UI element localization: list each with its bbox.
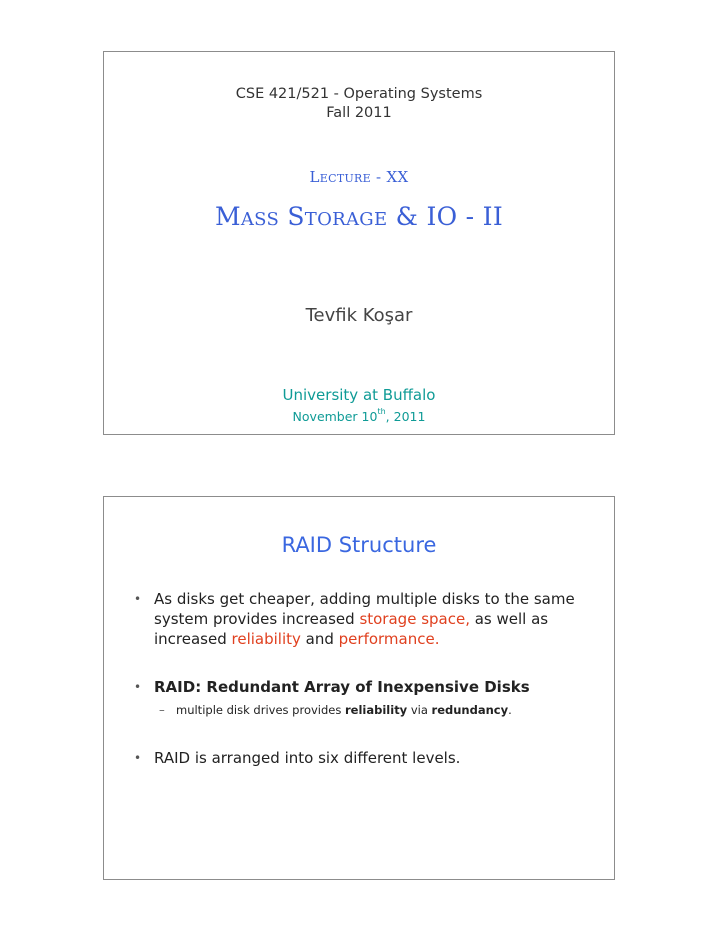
slide-title: RAID Structure (281, 533, 437, 557)
sub-bullet-text: via (407, 703, 432, 717)
bullet-icon: • (134, 751, 142, 765)
sub-bullet-bold: reliability (345, 703, 408, 717)
course-term: Fall 2011 (326, 105, 392, 121)
bullet-item (121, 748, 601, 768)
bullet-icon: • (134, 592, 142, 606)
bullet-text: As disks get cheaper, adding multiple disks to the same system provides increased (154, 590, 575, 628)
date-suffix: , 2011 (385, 409, 426, 424)
bullet-list (121, 589, 601, 768)
date-prefix: November 10 (292, 409, 378, 424)
bullet-item (121, 677, 601, 697)
lecture-label: Lecture - XX (309, 168, 409, 186)
bullet-item (121, 589, 601, 649)
highlight-performance: performance. (338, 630, 440, 648)
lecture-title: Mass Storage & IO - II (214, 202, 504, 231)
bullet-text: as well as increased (154, 610, 549, 648)
date-superscript: th (377, 407, 386, 416)
bullet-text: RAID is arranged into six different levels. (154, 749, 461, 767)
sub-bullet-text: . (508, 703, 512, 717)
sub-bullet-bold: redundancy (431, 703, 509, 717)
author-name: Tevfik Koşar (305, 305, 413, 326)
bullet-text: RAID: Redundant Array of Inexpensive Disks (154, 678, 530, 696)
bullet-text: and (300, 630, 339, 648)
university-name: University at Buffalo (282, 386, 436, 404)
sub-bullet-item (121, 700, 601, 720)
dash-icon: – (159, 703, 165, 717)
sub-bullet-text: multiple disk drives provides (176, 703, 346, 717)
highlight-storage-space: storage space, (359, 610, 470, 628)
bullet-icon: • (134, 680, 142, 694)
course-name: CSE 421/521 - Operating Systems (235, 86, 483, 102)
content-slide (103, 496, 615, 880)
title-slide (103, 51, 615, 435)
course-info (104, 85, 614, 123)
highlight-reliability: reliability (231, 630, 301, 648)
lecture-date (104, 409, 614, 424)
